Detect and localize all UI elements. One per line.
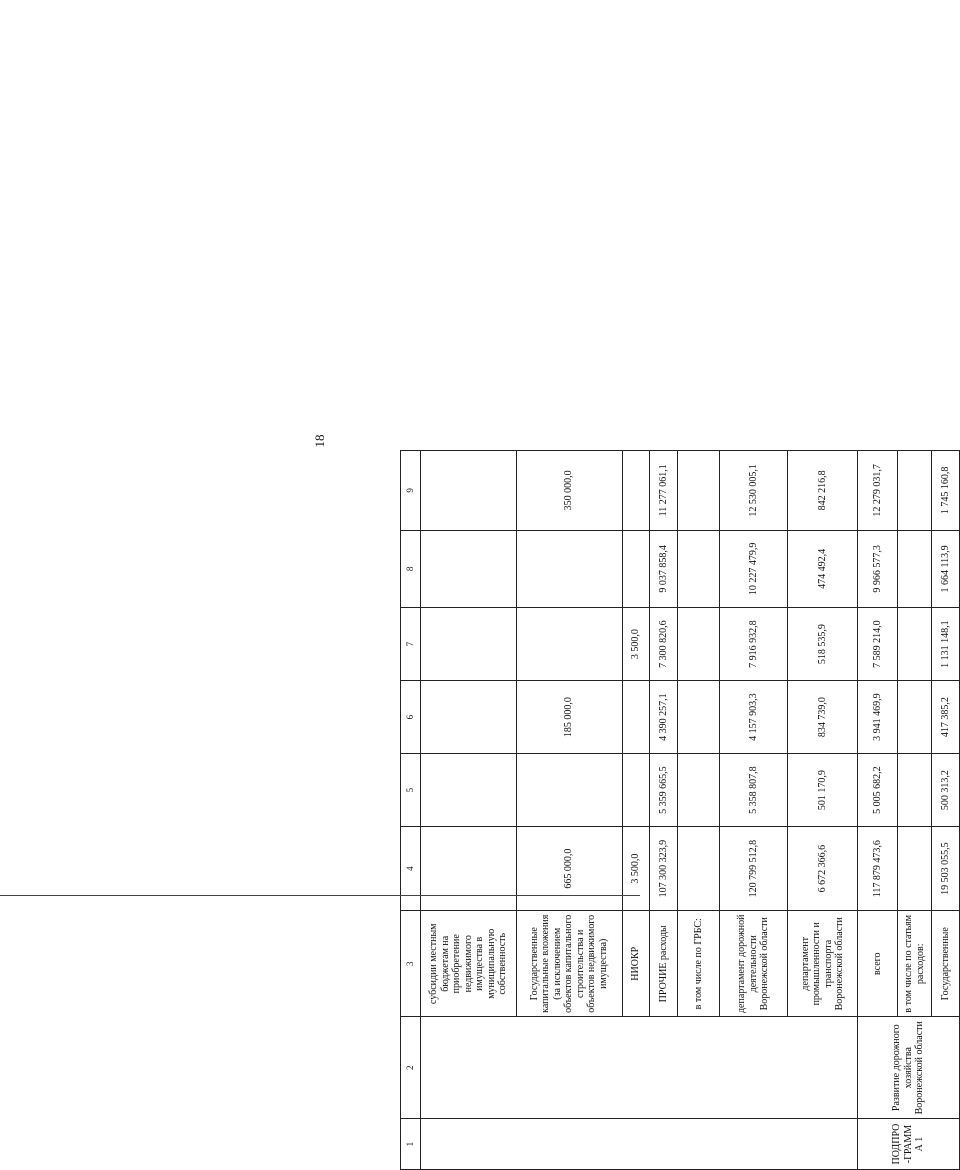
cell-col7: 7 589 214,0 bbox=[858, 608, 898, 681]
cell-col5 bbox=[677, 754, 719, 827]
table-header-row bbox=[401, 451, 421, 1170]
cell-col5 bbox=[421, 754, 516, 827]
cell-col6 bbox=[421, 681, 516, 754]
row-label: департамент дорожной деятельности Воронежской области bbox=[720, 911, 788, 1017]
cell-col9: 11 277 061,1 bbox=[650, 451, 678, 531]
cell-col8: 9 037 858,4 bbox=[650, 530, 678, 607]
page-number: 18 bbox=[312, 434, 327, 448]
cell-col8 bbox=[622, 530, 650, 607]
row-label: Государственные капитальные вложения (за исключением объектов капитального строительства и объектов недвижимого имущества) bbox=[516, 911, 622, 1017]
cell-col9 bbox=[622, 451, 650, 531]
row-label: Государственные bbox=[932, 911, 960, 1017]
row-label: всего bbox=[858, 911, 898, 1017]
empty-cell bbox=[421, 1119, 858, 1170]
empty-cell bbox=[421, 1017, 858, 1119]
cell-col6 bbox=[677, 681, 719, 754]
cell-col9 bbox=[898, 451, 932, 531]
cell-col9: 350 000,0 bbox=[516, 451, 622, 531]
cell-col5: 5 359 665,5 bbox=[650, 754, 678, 827]
row-label: субсидии местным бюджетам на приобретение недвижимого имущества в муниципальную собственность bbox=[421, 911, 516, 1017]
cell-col6: 185 000,0 bbox=[516, 681, 622, 754]
cell-col9: 1 745 160,8 bbox=[932, 451, 960, 531]
cell-col5: 5 005 682,2 bbox=[858, 754, 898, 827]
column-header: 4 bbox=[401, 827, 421, 911]
cell-col7 bbox=[677, 608, 719, 681]
row-label: ПРОЧИЕ расходы bbox=[650, 911, 678, 1017]
cell-col7: 7 916 932,8 bbox=[720, 608, 788, 681]
program-name: Развитие дорожного хозяйства Воронежской области bbox=[858, 1017, 960, 1119]
cell-col7 bbox=[898, 608, 932, 681]
cell-col4: 665 000,0 bbox=[516, 827, 622, 911]
cell-col4: 6 672 366,6 bbox=[788, 827, 858, 911]
cell-col4 bbox=[421, 827, 516, 911]
column-header: 2 bbox=[401, 1017, 421, 1119]
cell-col6: 834 739,0 bbox=[788, 681, 858, 754]
column-header: 8 bbox=[401, 530, 421, 607]
row-label: в том числе по ГРБС: bbox=[677, 911, 719, 1017]
cell-col5: 5 358 807,8 bbox=[720, 754, 788, 827]
cell-col4 bbox=[677, 827, 719, 911]
cell-col8: 9 966 577,3 bbox=[858, 530, 898, 607]
cell-col8: 474 492,4 bbox=[788, 530, 858, 607]
cell-col5 bbox=[898, 754, 932, 827]
table-row bbox=[858, 451, 898, 1170]
expenditure-table bbox=[400, 450, 960, 1170]
cell-col9 bbox=[421, 451, 516, 531]
cell-col6: 4 390 257,1 bbox=[650, 681, 678, 754]
cell-col8: 10 227 479,9 bbox=[720, 530, 788, 607]
column-header: 7 bbox=[401, 608, 421, 681]
cell-col9: 12 530 005,1 bbox=[720, 451, 788, 531]
cell-col5: 500 313,2 bbox=[932, 754, 960, 827]
cell-col4: 3 500,0 bbox=[622, 827, 650, 911]
row-label: в том числе по статьям расходов: bbox=[898, 911, 932, 1017]
cell-col7: 1 131 148,1 bbox=[932, 608, 960, 681]
cell-col7: 518 535,9 bbox=[788, 608, 858, 681]
cell-col8 bbox=[516, 530, 622, 607]
program-code: ПОДПРО-ГРАММА 1 bbox=[858, 1119, 960, 1170]
cell-col4: 107 300 323,9 bbox=[650, 827, 678, 911]
cell-col6: 3 941 469,9 bbox=[858, 681, 898, 754]
column-header: 6 bbox=[401, 681, 421, 754]
cell-col7: 7 300 820,6 bbox=[650, 608, 678, 681]
cell-col7: 3 500,0 bbox=[622, 608, 650, 681]
cell-col5: 501 170,9 bbox=[788, 754, 858, 827]
cell-col8 bbox=[898, 530, 932, 607]
cell-col6: 417 385,2 bbox=[932, 681, 960, 754]
bottom-rule bbox=[0, 895, 640, 896]
table-row bbox=[421, 451, 516, 1170]
cell-col4: 19 503 055,5 bbox=[932, 827, 960, 911]
cell-col4: 117 879 473,6 bbox=[858, 827, 898, 911]
column-header: 1 bbox=[401, 1119, 421, 1170]
cell-col4 bbox=[898, 827, 932, 911]
cell-col9: 12 279 031,7 bbox=[858, 451, 898, 531]
cell-col5 bbox=[516, 754, 622, 827]
cell-col8: 1 664 113,9 bbox=[932, 530, 960, 607]
cell-col5 bbox=[622, 754, 650, 827]
row-label: НИОКР bbox=[622, 911, 650, 1017]
cell-col9 bbox=[677, 451, 719, 531]
cell-col6 bbox=[622, 681, 650, 754]
cell-col8 bbox=[677, 530, 719, 607]
cell-col8 bbox=[421, 530, 516, 607]
cell-col6: 4 157 903,3 bbox=[720, 681, 788, 754]
row-label: департамент промышленности и транспорта Воронежской области bbox=[788, 911, 858, 1017]
cell-col7 bbox=[421, 608, 516, 681]
cell-col9: 842 216,8 bbox=[788, 451, 858, 531]
column-header: 9 bbox=[401, 451, 421, 531]
column-header: 5 bbox=[401, 754, 421, 827]
cell-col6 bbox=[898, 681, 932, 754]
cell-col7 bbox=[516, 608, 622, 681]
cell-col4: 120 799 512,8 bbox=[720, 827, 788, 911]
column-header: 3 bbox=[401, 911, 421, 1017]
